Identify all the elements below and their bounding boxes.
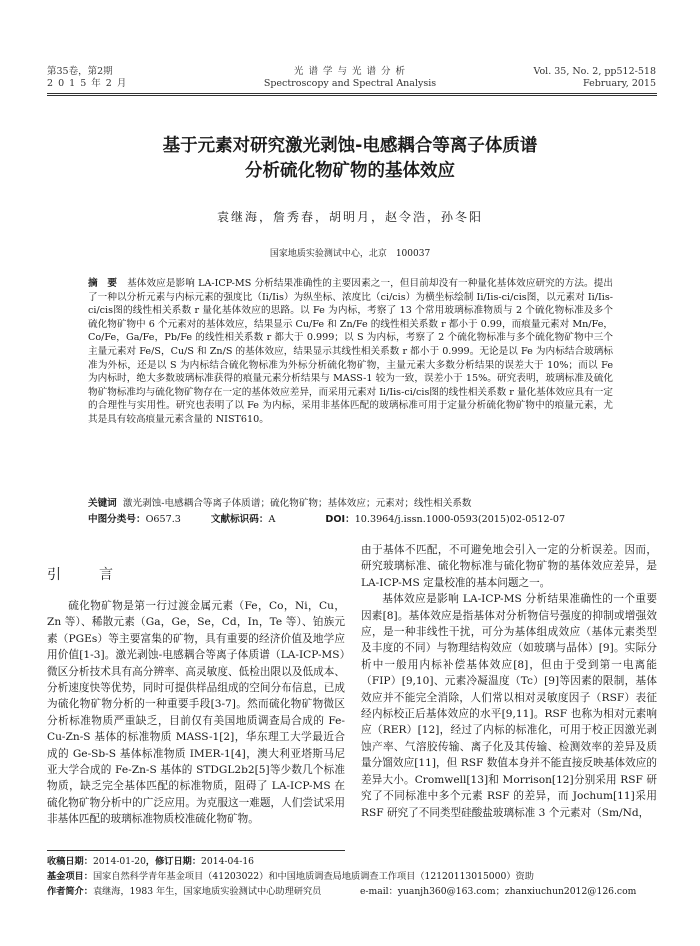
footnote xyxy=(47,854,657,899)
header-journal-cn: 光 谱 学 与 光 谱 分 析 xyxy=(293,66,407,77)
header-rule xyxy=(47,93,657,94)
left-column xyxy=(47,598,345,828)
header-date: 2 0 1 5 年 2 月 xyxy=(47,78,128,89)
abstract-label: 摘 要 xyxy=(88,278,118,289)
doi-label: DOI： xyxy=(325,514,355,525)
footnote-author: 作者简介：袁继海，1983 年生，国家地质实验测试中心助理研究员 e-mail：yuanjh360@163.com；zhanxiuchun2012@126.com xyxy=(47,886,637,897)
header-volume-en: Vol. 35, No. 2, pp512-518 xyxy=(533,66,656,77)
abstract-text: 基体效应是影响 LA-ICP-MS 分析结果准确性的主要因素之一，但目前却没有一种量化基体效应研究的方法。提出了一种以分析元素与内标元素的强度比（Ii/Iis）为纵坐标、浓度比（ci/cis）为横坐标绘制 Ii/Iis-ci/cis图，以元素对 Ii/Iis-ci/cis图的线性相关系数 r 量化基体效应的思路。以 Fe 为内标，考察了 13 个常用玻璃标准物质与 2 个硫化物标准及多个硫化物矿物中 6 个元素对的基体效应，结果显示 Cu/Fe 和 Zn/Fe 的线性相关系数 r 都小于 0.99，而痕量元素对 Mn/Fe，Co/Fe，Ga/Fe，Pb/Fe 的线性相关系数 r 都大于 0.999；以 S 为内标，考察了 2 个硫化物标准与多个硫化物矿物中三个主量元素对 Fe/S，Cu/S 和 Zn/S 的基体效应，结果显示其线性相关系数 r 都小于 0.999。无论是以 Fe 为内标结合玻璃标准为外标，还是以 S 为内标结合硫化物标准为外标分析硫化物矿物，主量元素大多数分析结果的误差大于 10%；而以 Fe 为内标时，绝大多数玻璃标准获得的痕量元素分析结果与 MASS-1 较为一致，误差小于 15%。研究表明，玻璃标准及硫化物矿物标准均与硫化物矿物存在一定的基体效应差异，而采用元素对 Ii/Iis-ci/cis图的线性相关系数 r 量化基体效应具有一定的合理性与实用性。研究也表明了以 Fe 为内标，采用非基体匹配的玻璃标准可用于定量分析硫化物矿物中的痕量元素，尤其是具有较高痕量元素含量的 NIST610。 xyxy=(88,278,613,425)
footnote-email: e-mail：yuanjh360@163.com；zhanxiuchun2012@126.com xyxy=(360,886,637,897)
header-date-en: February, 2015 xyxy=(583,78,656,89)
paragraph: 由于基体不匹配，不可避免地会引入一定的分析误差。因而，研究玻璃标准、硫化物标准与硫化物矿物的基体效应差异，是 LA-ICP-MS 定量校准的基本问题之一。 xyxy=(361,544,657,589)
paper-title-line1: 基于元素对研究激光剥蚀-电感耦合等离子体质谱 xyxy=(162,136,538,156)
right-column xyxy=(361,542,657,821)
doc-code-value: A xyxy=(268,514,276,525)
clc-value: O657.3 xyxy=(145,514,181,525)
footnote-dates: 收稿日期：2014-01-20，修订日期：2014-04-16 xyxy=(47,856,255,867)
section-title-introduction: 引 言 xyxy=(47,567,125,583)
header-volume: 第35卷，第2期 xyxy=(47,66,113,77)
keywords-text: 激光剥蚀-电感耦合等离子体质谱；硫化物矿物；基体效应；元素对；线性相关系数 xyxy=(122,498,472,509)
paper-title-line2: 分析硫化物矿物的基体效应 xyxy=(245,161,455,181)
footnote-fund: 基金项目：国家自然科学青年基金项目（41203022）和中国地质调查局地质调查工作项目（12120113015000）资助 xyxy=(47,871,534,882)
footnote-rule xyxy=(47,850,345,851)
doc-code-label: 文献标识码： xyxy=(210,514,269,525)
paragraph: 基体效应是影响 LA-ICP-MS 分析结果准确性的一个重要因素[8]。基体效应是指基体对分析物信号强度的抑制或增强效应，是一种非线性干扰，可分为基体组成效应（基体元素类型及丰度的不同）与物理结构效应（如玻璃与晶体）[9]。实际分析中一般用内标补偿基体效应[8]，但由于受到第一电离能（FIP）[9,10]、元素冷凝温度（Tc）[9]等因素的限制，基体效应并不能完全消除，人们常以相对灵敏度因子（RSF）表征经内标校正后基体效应的水平[9,11]。RSF 也称为相对元素响应（RER）[12]，经过了内标的标准化，可用于校正因激光剥蚀产率、气溶胶传输、离子化及其传输、检测效率的差异及质量分馏效应[11]，但 RSF 数值本身并不能直接反映基体效应的差异大小。Cromwell[13]和 Morrison[12]分别采用 RSF 研究了不同标准中多个元素 RSF 的差异，而 Jochum[11]采用 RSF 研究了不同类型硅酸盐玻璃标准 3 个元素对（Sm/Nd， xyxy=(361,593,657,819)
keywords-label: 关键词 xyxy=(88,498,117,509)
classification xyxy=(88,513,618,527)
header-rule-thin xyxy=(47,95,657,96)
affiliation: 国家地质实验测试中心，北京 100037 xyxy=(269,249,431,259)
paragraph: 硫化物矿物是第一行过渡金属元素（Fe，Co，Ni，Cu，Zn 等）、稀散元素（Ga，Ge，Se，Cd，In，Te 等）、铂族元素（PGEs）等主要富集的矿物，具有重要的经济价值及地学应用价值[1-3]。激光剥蚀-电感耦合等离子体质谱（LA-ICP-MS）微区分析技术具有高分辨率、高灵敏度、低检出限以及低成本、分析速度快等优势，同时可提供样品组成的空间分布信息，已成为硫化物矿物分析的一种重要手段[3-7]。然而硫化物矿物微区分析标准物质严重缺乏，目前仅有美国地质调查局合成的 Fe-Cu-Zn-S 基体的标准物质 MASS-1[2]，华东理工大学最近合成的 Ge-Sb-S 基体标准物质 IMER-1[4]，澳大利亚塔斯马尼亚大学合成的 Fe-Zn-S 基体的 STDGL2b2[5]等少数几个标准物质，缺乏完全基体匹配的标准物质，阻碍了 LA-ICP-MS 在硫化物矿物分析中的广泛应用。为克服这一难题，人们尝试采用非基体匹配的玻璃标准物质校准硫化物矿物。 xyxy=(47,600,345,826)
clc-label: 中图分类号： xyxy=(88,514,146,525)
abstract xyxy=(88,277,613,427)
doi-value: 10.3964/j.issn.1000-0593(2015)02-0512-07 xyxy=(354,514,566,525)
authors: 袁继海，詹秀春，胡明月，赵令浩，孙冬阳 xyxy=(216,210,483,224)
header-journal-en: Spectroscopy and Spectral Analysis xyxy=(263,78,437,89)
keywords xyxy=(88,497,618,511)
